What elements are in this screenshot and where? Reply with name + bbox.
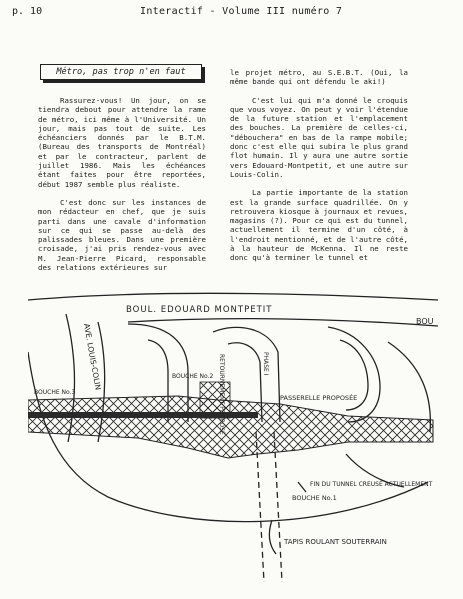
label-phase: PHASE I <box>262 352 269 376</box>
left-column <box>38 96 206 281</box>
arrow <box>269 520 276 554</box>
station-hatched-area <box>28 396 433 458</box>
boulevard-edge <box>128 319 438 326</box>
paragraph: le projet métro, au S.E.B.T. (Oui, la même bande qui ont défendu le aki!) <box>230 68 408 87</box>
label-bouche-1: BOUCHE No.1 <box>292 494 337 502</box>
street-label-edouard-montpetit: BOUL. EDOUARD MONTPETIT <box>126 305 273 315</box>
article-title: Métro, pas trop n'en faut <box>40 64 202 80</box>
boulevard-edge <box>28 293 438 300</box>
paragraph: C'est donc sur les instances de mon rédacteur en chef, que je suis parti dans une cavale d'information sur ce qui se passe au-delà des palissades bleues. Dans une première croisade, j'ai pris rendez-vous avec M. Jean-Pierre Picard, responsable des relations extérieures sur <box>38 197 206 273</box>
label-bouche-2: BOUCHE No.2 <box>172 373 214 380</box>
page-number: p. 10 <box>12 6 43 17</box>
right-loop <box>328 327 380 422</box>
paragraph: C'est lui qui m'a donné le croquis que vous voyez. On peut y voir l'étendue de la future station et l'emplacement des bouches. La première de celles-ci, "débouchera" en bas de la rampe mobile; donc c'est elle qui subira le plus grand flot humain. Il y aura une autre sortie vers Edouard-Montpetit, et une autre sur Louis-Colin. <box>230 95 408 179</box>
station-sketch-map <box>28 282 438 582</box>
paragraph: Rassurez-vous! Un jour, on se tiendra debout pour attendre la rame de métro, ici même à l'Université. Un jour, mais pas tout de suite. Les échéanciers donnés par le B.T.M. (Bureau des transports de Montréal) et par le contracteur, parlent de juillet 1986. Mais les échéances étant faites pour être reportées, début 1987 semble plus réaliste. <box>38 96 206 189</box>
paragraph: La partie importante de la station est la grande surface quadrillée. On y retrouvera kiosque à journaux et revues, magasins (?). Pour ce qui est du tunnel, actuellement il termine d'un côté, à l'endroit mentionné, et de l'autre côté, à la hauteur de McKenna. Il ne reste donc qu'à terminer le tunnel et <box>230 188 408 263</box>
label-tapis-roulant: TAPIS ROULANT SOUTERRAIN <box>284 538 387 546</box>
label-bouche-3: BOUCHE No.3 <box>34 389 76 396</box>
page-header <box>12 6 452 20</box>
right-column <box>230 68 408 272</box>
tapis-roulant-line <box>274 432 282 582</box>
arrow <box>298 482 306 492</box>
label-passerelle: PASSERELLE PROPOSÉE <box>280 394 358 402</box>
running-title: Interactif - Volume III numéro 7 <box>140 6 343 17</box>
street-label-cut: BOU <box>416 317 434 326</box>
label-retournement: RETOURNEMENT PROPOSÉ <box>218 354 225 435</box>
street-label-louis-colin: AVE. LOUIS-COLIN <box>82 322 103 391</box>
label-fin-tunnel: FIN DU TUNNEL CREUSÉ ACTUELLEMENT <box>310 481 433 488</box>
